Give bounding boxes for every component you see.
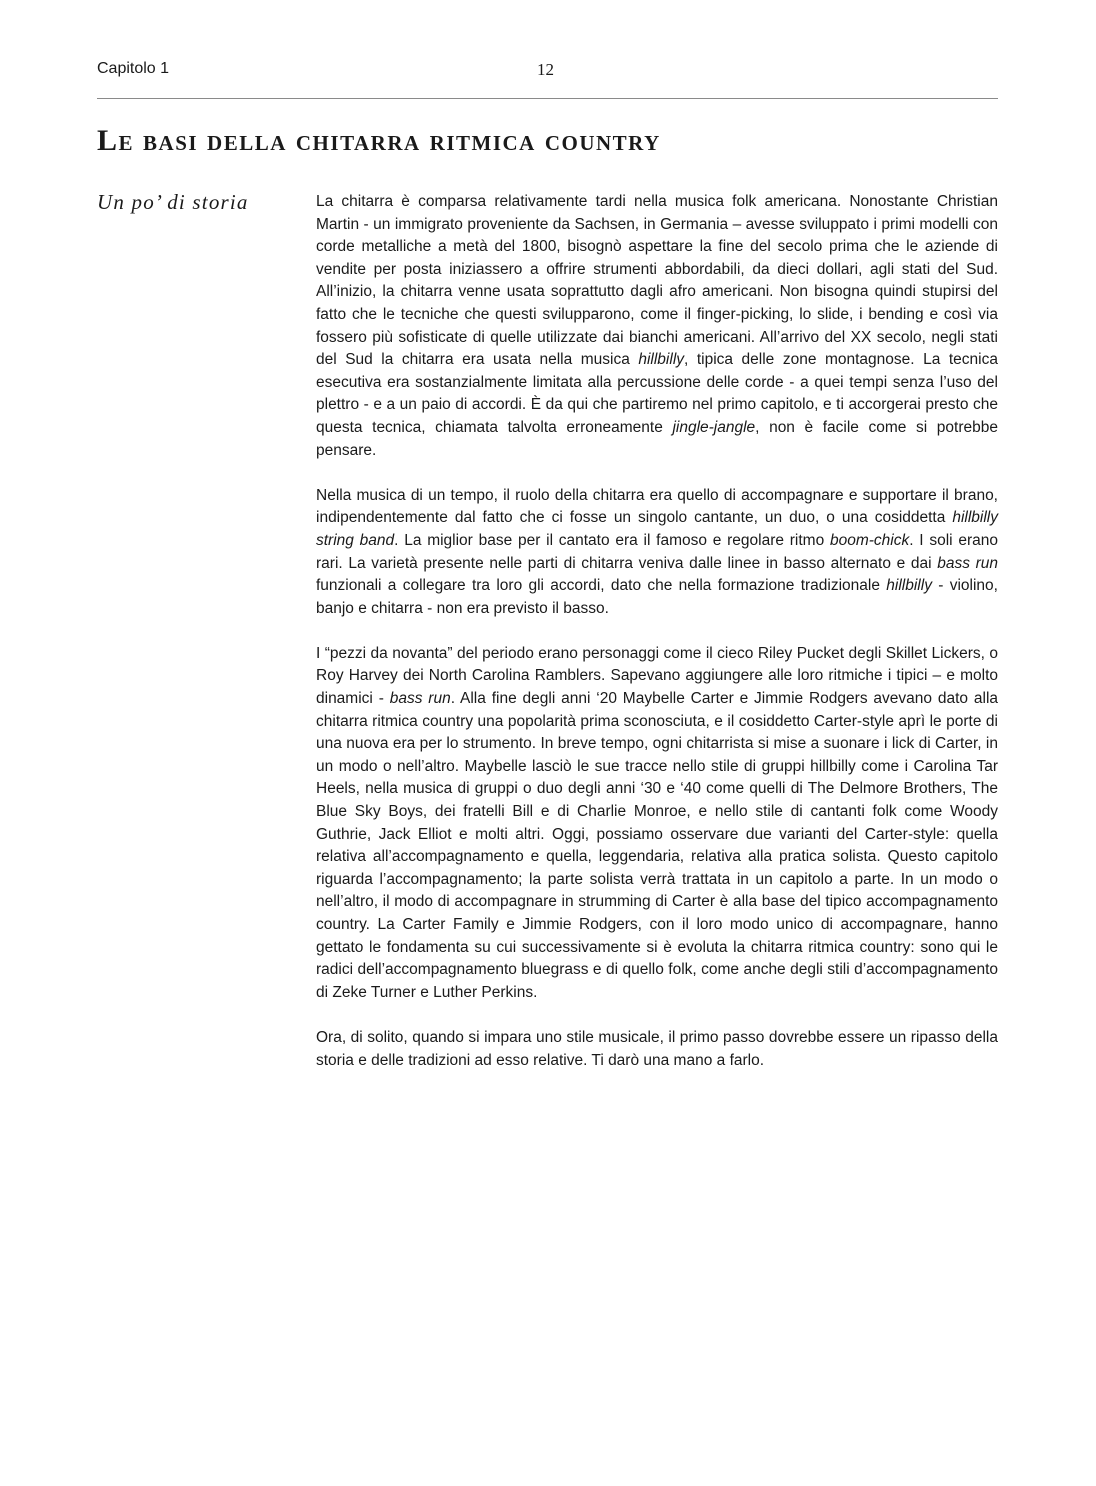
- page-header: [97, 60, 998, 86]
- paragraph: Ora, di solito, quando si impara uno stile musicale, il primo passo dovrebbe essere un ripasso della storia e delle tradizioni ad esso relative. Ti darò una mano a farlo.: [316, 1028, 998, 1069]
- italic-term: jingle-jangle: [672, 418, 756, 436]
- italic-term: bass run: [937, 554, 998, 572]
- chapter-label: Capitolo 1: [97, 60, 170, 77]
- header-divider: [97, 98, 998, 99]
- italic-term: hillbilly string band: [316, 509, 998, 549]
- page-number: 12: [537, 60, 554, 79]
- italic-term: hillbilly: [638, 351, 685, 369]
- body-text: [316, 191, 998, 1072]
- italic-term: bass run: [389, 690, 451, 708]
- italic-term: boom-chick: [829, 531, 910, 549]
- paragraph: La chitarra è comparsa relativamente tardi nella musica folk americana. Nonostante Christian Martin - un immigrato proveniente da Sachsen, in Germania – avesse sviluppato i primi modelli con corde metalliche a metà del 1800, bisognò aspettare la fine del secolo prima che le aziende di vendite per posta iniziassero a offrire strumenti abbordabili, da dieci dollari, agli stati del Sud. All’inizio, la chitarra venne usata soprattutto dagli afro americani. Non bisogna quindi stupirsi del fatto che le tecniche che questi svilupparono, come il finger-picking, lo slide, i bending e così via fossero più sofisticate di quelle utilizzate dai bianchi americani. All’arrivo del XX secolo, negli stati del Sud la chitarra era usata nella musica hillbilly, tipica delle zone montagnose. La tecnica esecutiva era sostanzialmente limitata alla percussione delle corde - a quei tempi senza l’uso del plettro - e a un paio di accordi. È da qui che partiremo nel primo capitolo, e ti accorgerai presto che questa tecnica, chiamata talvolta erroneamente jingle-jangle, non è facile come si potrebbe pensare.: [316, 193, 998, 459]
- paragraph: Nella musica di un tempo, il ruolo della chitarra era quello di accompagnare e supportare il brano, indipendentemente dal fatto che ci fosse un singolo cantante, un duo, o una cosiddetta hillbilly string band. La miglior base per il cantato era il famoso e regolare ritmo boom-chick. I soli erano rari. La varietà presente nelle parti di chitarra veniva dalle linee in basso alternato e dai bass run funzionali a collegare tra loro gli accordi, dato che nella formazione tradizionale hillbilly - violino, banjo e chitarra - non era previsto il basso.: [316, 486, 998, 617]
- italic-term: hillbilly: [886, 577, 932, 595]
- paragraph: I “pezzi da novanta” del periodo erano personaggi come il cieco Riley Pucket degli Skillet Lickers, o Roy Harvey dei North Carolina Ramblers. Sapevano aggiungere alle loro ritmiche i tipici – e molto dinamici - bass run. Alla fine degli anni ‘20 Maybelle Carter e Jimmie Rodgers avevano dato alla chitarra ritmica country una popolarità prima sconosciuta, e il cosiddetto Carter-style aprì le porte di una nuova era per lo strumento. In breve tempo, ogni chitarrista si mise a suonare i lick di Carter, in un modo o nell’altro. Maybelle lasciò le sue tracce nello stile di gruppi hillbilly come i Carolina Tar Heels, nella musica di gruppi o duo degli anni ‘30 e ‘40 come quelli di The Delmore Brothers, The Blue Sky Boys, dei fratelli Bill e di Charlie Monroe, e nello stile di cantanti folk come Woody Guthrie, Jack Elliot e molti altri. Oggi, possiamo osservare due varianti del Carter-style: quella relativa all’accompagnamento e quella, leggendaria, relativa alla pratica solista. Questo capitolo riguarda l’accompagnamento; la parte solista verrà trattata in un capitolo a parte. In un modo o nell’altro, il modo di accompagnare in strumming di Carter è alla base del tipico accompagnamento country. La Carter Family e Jimmie Rodgers, con il loro modo unico di accompagnare, hanno gettato le fondamenta su cui successivamente si è evoluta la chitarra ritmica country: sono qui le radici dell’accompagnamento bluegrass e di quello folk, come anche degli stili d’accompagnamento di Zeke Turner e Luther Perkins.: [316, 644, 999, 1001]
- section-title: Le basi della chitarra ritmica country: [97, 124, 661, 157]
- side-heading: Un po’ di storia: [97, 190, 249, 214]
